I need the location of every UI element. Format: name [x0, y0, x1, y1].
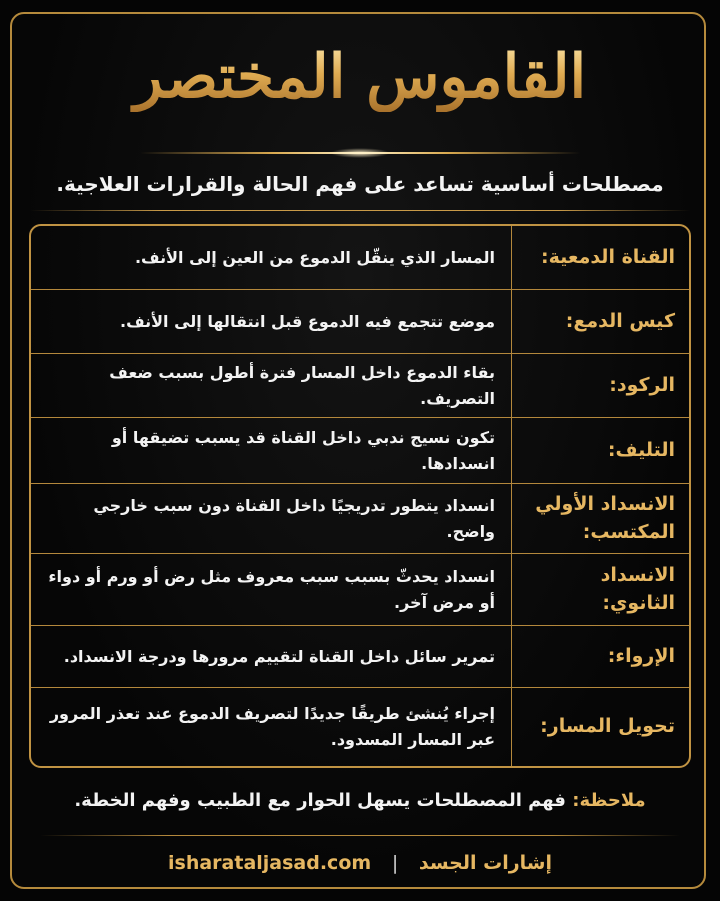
term-cell: الإرواء: — [511, 626, 689, 687]
term-cell: الانسداد الثانوي: — [511, 554, 689, 625]
definition-cell: تمرير سائل داخل القناة لتقييم مرورها ودرجة الانسداد. — [63, 646, 495, 666]
definition-cell: تكون نسيج ندبي داخل القناة قد يسبب تضيقها أو انسدادها. — [111, 427, 495, 473]
glossary-row — [31, 354, 689, 418]
glossary-table — [29, 224, 691, 768]
footer-divider — [40, 835, 680, 836]
footer — [0, 852, 720, 874]
page-subtitle: مصطلحات أساسية تساعد على فهم الحالة والقرارات العلاجية. — [56, 172, 664, 196]
term-cell: الركود: — [511, 354, 689, 417]
title-divider-glow — [330, 148, 390, 158]
glossary-row — [31, 290, 689, 354]
glossary-row — [31, 626, 689, 688]
term-cell: التليف: — [511, 418, 689, 483]
page-title: القاموس المختصر — [0, 42, 720, 112]
glossary-row — [31, 484, 689, 554]
glossary-row — [31, 554, 689, 626]
website-link[interactable]: isharataljasad.com — [168, 852, 372, 874]
definition-cell: انسداد يحدثّ بسبب سبب معروف مثل رض أو ورم أو دواء أو مرض آخر. — [48, 566, 495, 612]
subtitle-divider — [30, 210, 690, 211]
brand-name: إشارات الجسد — [418, 852, 552, 874]
glossary-row — [31, 688, 689, 766]
definition-cell: انسداد يتطور تدريجيًا داخل القناة دون سبب خارجي واضح. — [93, 495, 495, 541]
glossary-row — [31, 226, 689, 290]
note-text: فهم المصطلحات يسهل الحوار مع الطبيب وفهم الخطة. — [74, 790, 566, 811]
note-label: ملاحظة: — [572, 790, 646, 811]
note — [30, 790, 690, 811]
term-cell: كيس الدمع: — [511, 290, 689, 353]
footer-separator: | — [391, 852, 399, 874]
term-cell: القناة الدمعية: — [511, 226, 689, 289]
definition-cell: موضع تتجمع فيه الدموع قبل انتقالها إلى الأنف. — [120, 311, 495, 331]
term-cell: الانسداد الأولي المكتسب: — [511, 484, 689, 553]
definition-cell: بقاء الدموع داخل المسار فترة أطول بسبب ضعف التصريف. — [109, 362, 495, 408]
definition-cell: المسار الذي ينقّل الدموع من العين إلى الأنف. — [134, 247, 495, 267]
definition-cell: إجراء يُنشئ طريقًا جديدًا لتصريف الدموع عند تعذر المرور عبر المسار المسدود. — [49, 704, 495, 749]
glossary-row — [31, 418, 689, 484]
term-cell: تحويل المسار: — [511, 688, 689, 766]
